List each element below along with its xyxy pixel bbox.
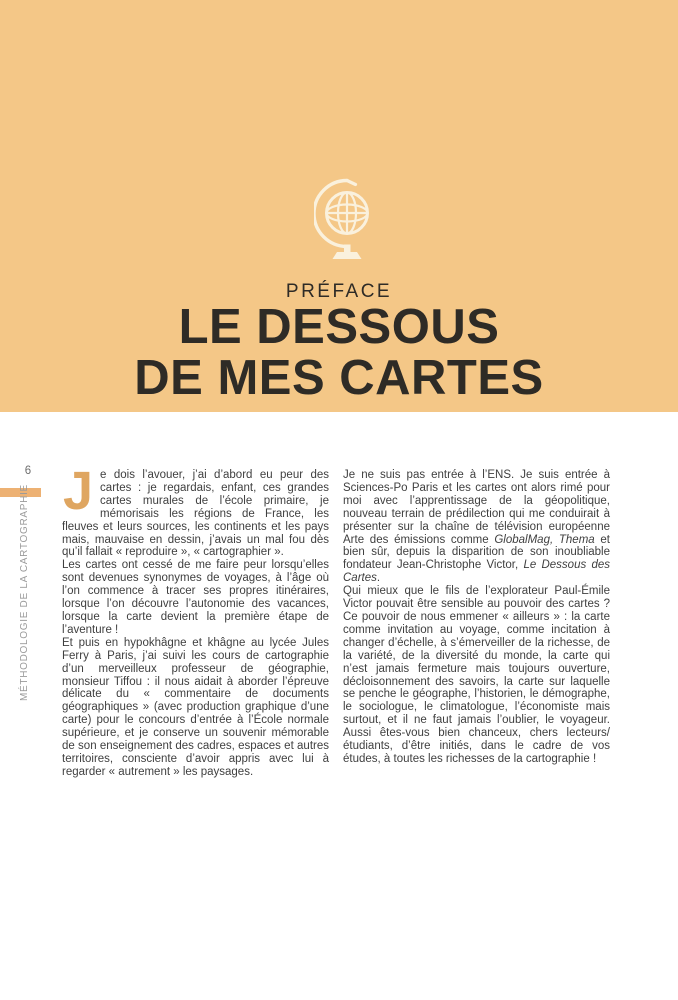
- preface-body: [62, 461, 611, 779]
- paragraph-text: e dois l’avouer, j’ai d’abord eu peur des cartes : je regardais, enfant, ces grandes cartes murales de l’école primaire, je mémorisais les régions de France, les fleuves et leurs sources, les continents et les pays mais, mauvaise en dessin, j’avais un mal fou dès qu’il fallait « reproduire », « cartographier ».: [62, 469, 329, 559]
- paragraph: Les cartes ont cessé de me faire peur lorsqu’elles sont devenues synonymes de voyages, à l’âge où l’on commence à tracer ses propres itinéraires, lorsque l’on découvre l’autonomie des vacances, lorsque la carte devient la première étape de l’aventure !: [62, 559, 329, 636]
- paragraph: Je ne suis pas entrée à l’ENS. Je suis entrée à Sciences-Po Paris et les cartes ont alors rimé pour moi avec l’apprentissage de la géopolitique, nouveau terrain de prédilection qui me conduirait à présenter sur la chaîne de télévision européenne Arte des émissions comme GlobalMag, Thema et bien sûr, depuis la disparition de son inoubliable fondateur Jean-Christophe Victor, Le Dessous des Cartes.: [343, 469, 611, 585]
- paragraph: [62, 461, 329, 559]
- globe-icon: [314, 178, 372, 262]
- paragraph: Qui mieux que le fils de l’explorateur Paul-Émile Victor pouvait être sensible au pouvoir des cartes ? Ce pouvoir de nous emmener « ailleurs » : la carte comme invitation au voyage, comme incitation à changer d’échelle, à s’émerveiller de la richesse, de la variété, de la diversité du monde, la carte qui n’est jamais fermeture mais toujours ouverture, décloisonnement des savoirs, la carte sur laquelle se penche le géographe, l’historien, le démographe, le sociologue, le climatologue, l’économiste mais surtout, et il ne faut jamais l’oublier, le voyageur. Aussi êtes-vous bien chanceux, chers lecteurs/étudiants, d’être initiés, dans le cadre de vos études, à toutes les richesses de la cartographie !: [343, 585, 610, 765]
- left-column: [62, 461, 329, 779]
- preface-header: [0, 0, 678, 412]
- dropcap: J: [63, 461, 94, 521]
- margin-section-label: MÉTHODOLOGIE DE LA CARTOGRAPHIE: [19, 484, 30, 701]
- chapter-title: [0, 302, 678, 404]
- page-number: 6: [24, 465, 32, 477]
- paragraph: Et puis en hypokhâgne et khâgne au lycée Jules Ferry à Paris, j’ai suivi les cours de cartographie d’un merveilleux professeur de géographie, monsieur Tiffou : il nous aidait à aborder l’épreuve délicate du « commentaire de documents géographiques » (avec production graphique d’une carte) pour le concours d’entrée à l’École normale supérieure, et je conserve un souvenir mémorable de son enseignement des cadres, espaces et autres territoires, consciente d’avoir appris avec lui à regarder « autrement » les paysages.: [62, 636, 329, 778]
- right-column: [343, 469, 610, 779]
- section-kicker: PRÉFACE: [285, 281, 393, 302]
- chapter-title-line1: LE DESSOUS: [178, 300, 500, 354]
- chapter-title-line2: DE MES CARTES: [134, 351, 544, 405]
